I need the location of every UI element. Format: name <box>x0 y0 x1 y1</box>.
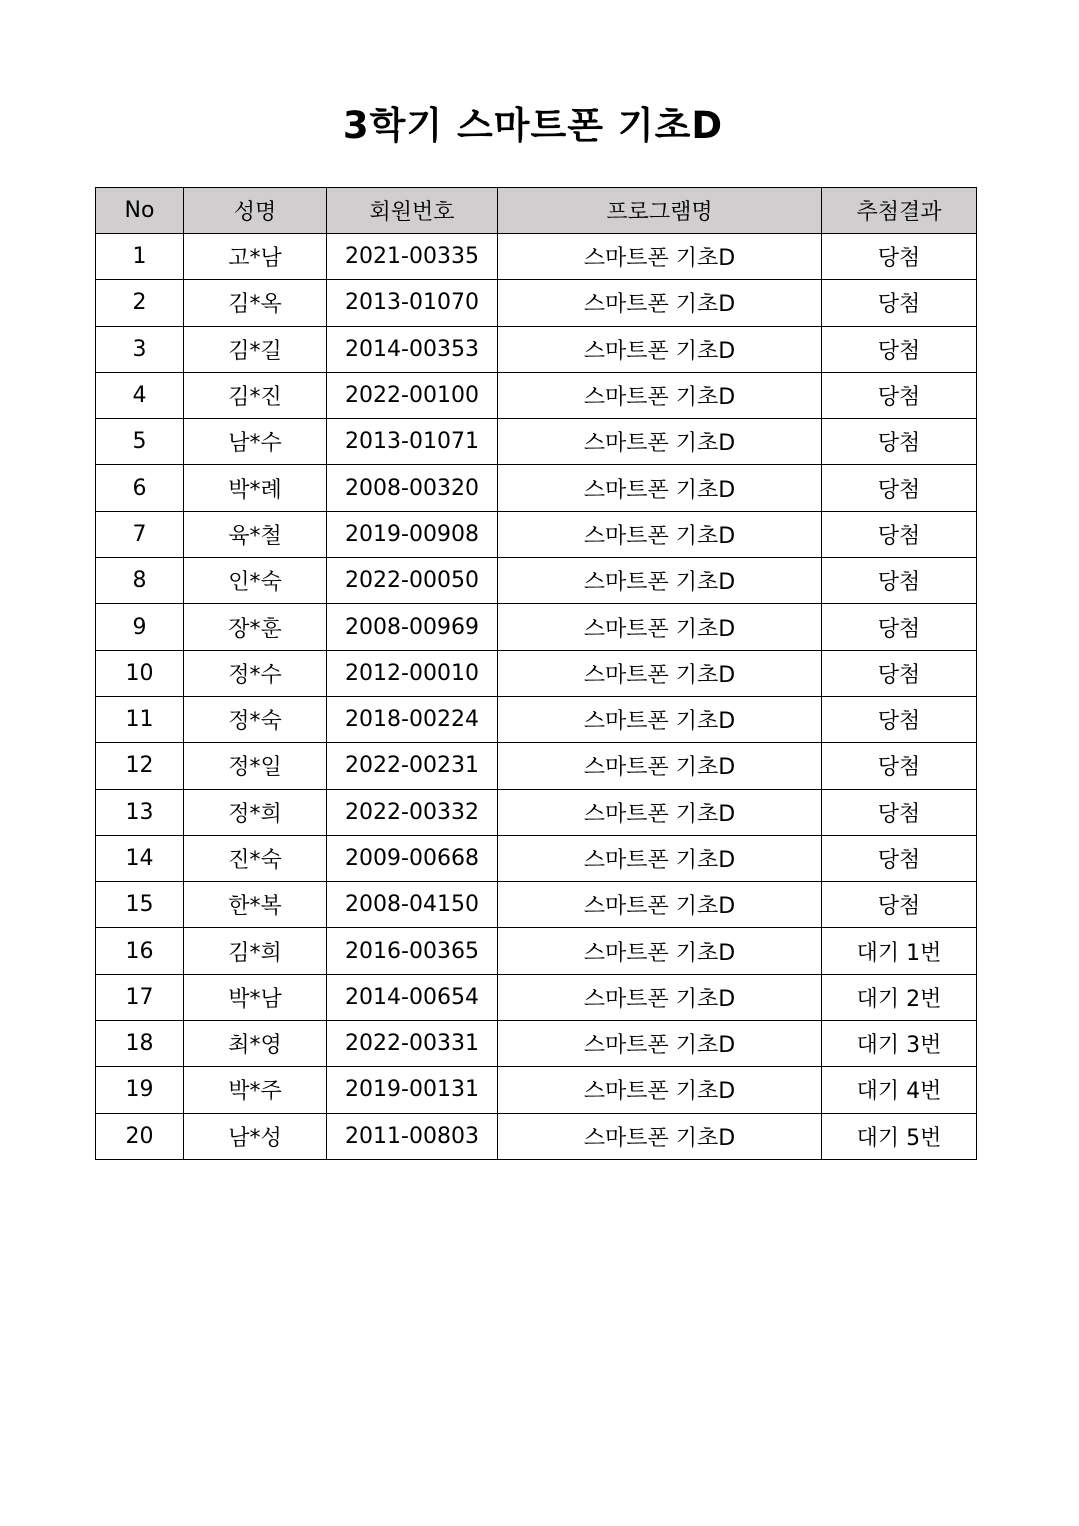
cell-member-number: 2022-00231 <box>327 743 498 789</box>
cell-result: 당첨 <box>822 835 977 881</box>
cell-member-number: 2014-00654 <box>327 974 498 1020</box>
table-row <box>96 743 977 789</box>
cell-no: 11 <box>96 696 184 742</box>
cell-name: 남*수 <box>184 419 327 465</box>
cell-name: 박*주 <box>184 1067 327 1113</box>
table-row <box>96 558 977 604</box>
table-row <box>96 465 977 511</box>
cell-no: 9 <box>96 604 184 650</box>
cell-no: 8 <box>96 558 184 604</box>
cell-no: 18 <box>96 1021 184 1067</box>
cell-program: 스마트폰 기초D <box>498 1021 822 1067</box>
cell-member-number: 2011-00803 <box>327 1113 498 1159</box>
cell-program: 스마트폰 기초D <box>498 696 822 742</box>
cell-name: 인*숙 <box>184 558 327 604</box>
cell-no: 6 <box>96 465 184 511</box>
cell-no: 4 <box>96 372 184 418</box>
lottery-result-table <box>95 187 977 1160</box>
cell-no: 12 <box>96 743 184 789</box>
cell-member-number: 2013-01071 <box>327 419 498 465</box>
cell-name: 박*남 <box>184 974 327 1020</box>
cell-result: 당첨 <box>822 419 977 465</box>
cell-member-number: 2022-00331 <box>327 1021 498 1067</box>
cell-program: 스마트폰 기초D <box>498 1067 822 1113</box>
cell-name: 김*옥 <box>184 280 327 326</box>
cell-no: 7 <box>96 511 184 557</box>
cell-result: 당첨 <box>822 650 977 696</box>
cell-no: 15 <box>96 882 184 928</box>
cell-result: 당첨 <box>822 696 977 742</box>
cell-program: 스마트폰 기초D <box>498 835 822 881</box>
column-header-result: 추첨결과 <box>822 188 977 234</box>
cell-program: 스마트폰 기초D <box>498 789 822 835</box>
cell-member-number: 2019-00908 <box>327 511 498 557</box>
cell-name: 정*희 <box>184 789 327 835</box>
cell-result: 대기 4번 <box>822 1067 977 1113</box>
cell-program: 스마트폰 기초D <box>498 1113 822 1159</box>
cell-name: 김*길 <box>184 326 327 372</box>
column-header-no: No <box>96 188 184 234</box>
cell-result: 당첨 <box>822 326 977 372</box>
cell-name: 김*진 <box>184 372 327 418</box>
cell-member-number: 2009-00668 <box>327 835 498 881</box>
cell-no: 1 <box>96 234 184 280</box>
column-header-member-number: 회원번호 <box>327 188 498 234</box>
cell-name: 최*영 <box>184 1021 327 1067</box>
cell-member-number: 2022-00332 <box>327 789 498 835</box>
cell-member-number: 2019-00131 <box>327 1067 498 1113</box>
cell-no: 5 <box>96 419 184 465</box>
table-row <box>96 419 977 465</box>
table-row <box>96 280 977 326</box>
cell-name: 정*수 <box>184 650 327 696</box>
cell-no: 13 <box>96 789 184 835</box>
cell-result: 당첨 <box>822 280 977 326</box>
table-row <box>96 882 977 928</box>
table-row <box>96 1113 977 1159</box>
cell-program: 스마트폰 기초D <box>498 650 822 696</box>
cell-program: 스마트폰 기초D <box>498 928 822 974</box>
cell-no: 16 <box>96 928 184 974</box>
cell-result: 당첨 <box>822 789 977 835</box>
cell-result: 당첨 <box>822 604 977 650</box>
cell-name: 남*성 <box>184 1113 327 1159</box>
cell-member-number: 2022-00050 <box>327 558 498 604</box>
cell-no: 14 <box>96 835 184 881</box>
cell-member-number: 2012-00010 <box>327 650 498 696</box>
cell-no: 10 <box>96 650 184 696</box>
table-row <box>96 234 977 280</box>
cell-program: 스마트폰 기초D <box>498 280 822 326</box>
cell-member-number: 2016-00365 <box>327 928 498 974</box>
cell-no: 20 <box>96 1113 184 1159</box>
cell-program: 스마트폰 기초D <box>498 511 822 557</box>
cell-name: 김*희 <box>184 928 327 974</box>
cell-no: 2 <box>96 280 184 326</box>
table-row <box>96 650 977 696</box>
cell-result: 당첨 <box>822 465 977 511</box>
cell-member-number: 2008-00969 <box>327 604 498 650</box>
cell-no: 19 <box>96 1067 184 1113</box>
cell-program: 스마트폰 기초D <box>498 419 822 465</box>
cell-result: 대기 2번 <box>822 974 977 1020</box>
cell-member-number: 2022-00100 <box>327 372 498 418</box>
cell-program: 스마트폰 기초D <box>498 558 822 604</box>
table-row <box>96 928 977 974</box>
column-header-name: 성명 <box>184 188 327 234</box>
cell-no: 17 <box>96 974 184 1020</box>
table-row <box>96 835 977 881</box>
page-title: 3학기 스마트폰 기초D <box>342 104 724 147</box>
cell-program: 스마트폰 기초D <box>498 743 822 789</box>
cell-member-number: 2008-00320 <box>327 465 498 511</box>
table-row <box>96 511 977 557</box>
cell-result: 당첨 <box>822 372 977 418</box>
cell-name: 육*철 <box>184 511 327 557</box>
table-row <box>96 789 977 835</box>
table-row <box>96 696 977 742</box>
cell-result: 당첨 <box>822 743 977 789</box>
cell-member-number: 2008-04150 <box>327 882 498 928</box>
cell-result: 대기 5번 <box>822 1113 977 1159</box>
cell-program: 스마트폰 기초D <box>498 882 822 928</box>
table-row <box>96 326 977 372</box>
table-header-row <box>96 188 977 234</box>
cell-name: 정*일 <box>184 743 327 789</box>
cell-name: 진*숙 <box>184 835 327 881</box>
cell-result: 당첨 <box>822 882 977 928</box>
table-row <box>96 604 977 650</box>
table-row <box>96 974 977 1020</box>
cell-program: 스마트폰 기초D <box>498 372 822 418</box>
table-row <box>96 1067 977 1113</box>
cell-program: 스마트폰 기초D <box>498 326 822 372</box>
cell-name: 박*례 <box>184 465 327 511</box>
cell-result: 당첨 <box>822 511 977 557</box>
cell-name: 한*복 <box>184 882 327 928</box>
table-row <box>96 1021 977 1067</box>
table-body <box>96 234 977 1160</box>
column-header-program: 프로그램명 <box>498 188 822 234</box>
cell-program: 스마트폰 기초D <box>498 234 822 280</box>
cell-name: 장*훈 <box>184 604 327 650</box>
cell-member-number: 2014-00353 <box>327 326 498 372</box>
cell-no: 3 <box>96 326 184 372</box>
table-row <box>96 372 977 418</box>
cell-result: 대기 3번 <box>822 1021 977 1067</box>
cell-name: 고*남 <box>184 234 327 280</box>
cell-result: 당첨 <box>822 558 977 604</box>
cell-member-number: 2021-00335 <box>327 234 498 280</box>
cell-result: 대기 1번 <box>822 928 977 974</box>
cell-program: 스마트폰 기초D <box>498 974 822 1020</box>
cell-result: 당첨 <box>822 234 977 280</box>
cell-member-number: 2018-00224 <box>327 696 498 742</box>
cell-member-number: 2013-01070 <box>327 280 498 326</box>
cell-program: 스마트폰 기초D <box>498 465 822 511</box>
cell-program: 스마트폰 기초D <box>498 604 822 650</box>
cell-name: 정*숙 <box>184 696 327 742</box>
